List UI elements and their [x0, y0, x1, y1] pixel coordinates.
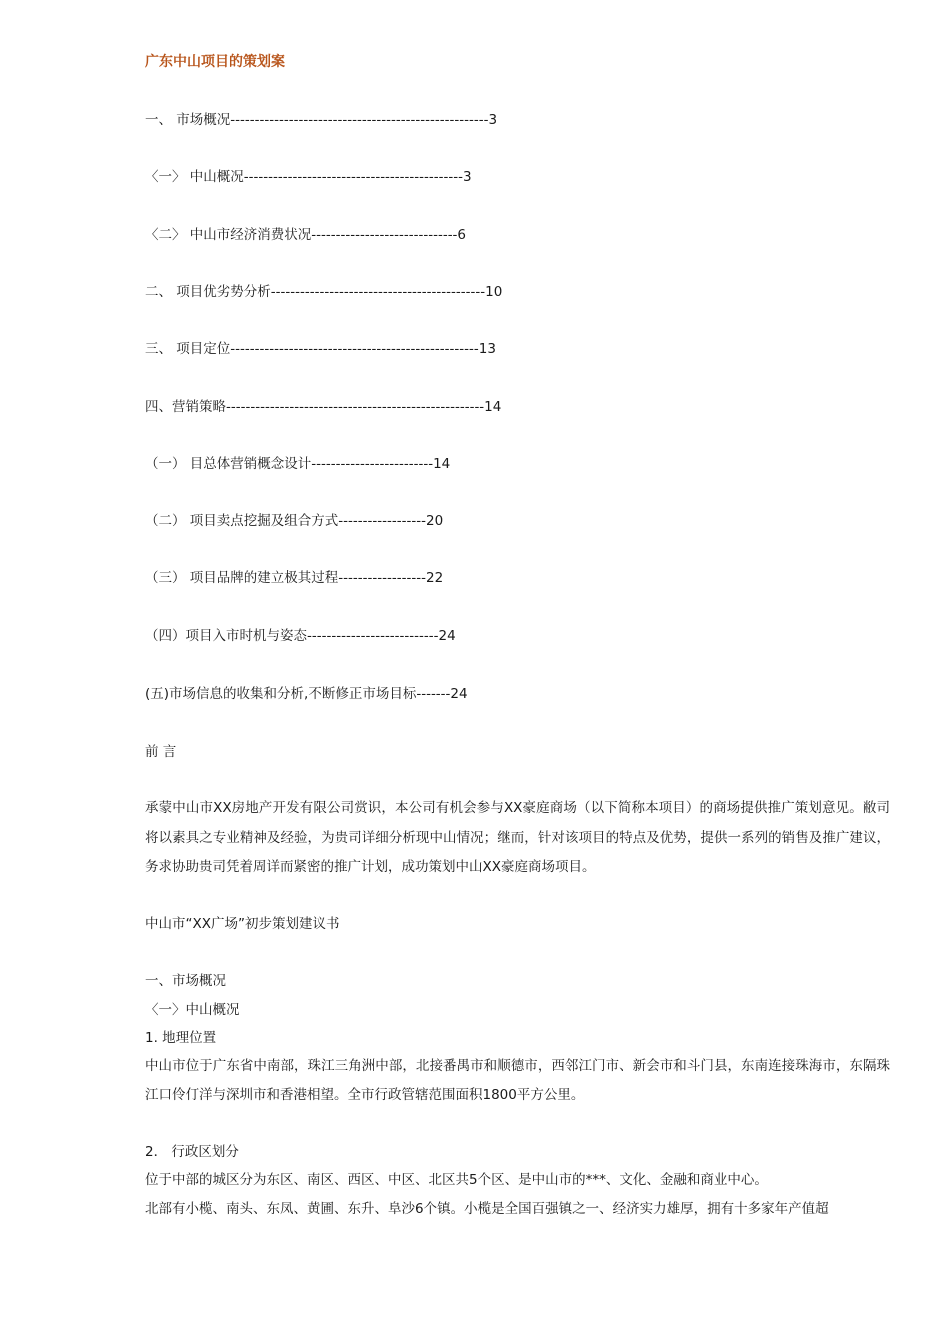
toc-entry: 一、 市场概况-----------------------------------------------------3: [145, 112, 498, 128]
preface-paragraph: 承蒙中山市XX房地产开发有限公司赏识，本公司有机会参与XX豪庭商场（以下简称本项目）的商场提供推广策划意见。敝司将以素具之专业精神及经验，为贵司详细分析现中山情况；继而，针对该项目的特点及优势，提供一系列的销售及推广建议，务求协助贵司凭着周详而紧密的推广计划，成功策划中山XX豪庭商场项目。: [145, 800, 890, 875]
toc-entry: （四）项目入市时机与姿态---------------------------24: [145, 628, 456, 644]
toc-entry: （一） 目总体营销概念设计-------------------------14: [145, 456, 451, 472]
item-heading: 2． 行政区划分: [145, 1144, 239, 1160]
toc-entry: 三、 项目定位---------------------------------------------------13: [145, 341, 496, 357]
districts-line: 位于中部的城区分为东区、南区、西区、中区、北区共5个区、是中山市的***、文化、金融和商业中心。: [145, 1172, 768, 1188]
towns-line: 北部有小榄、南头、东凤、黄圃、东升、阜沙6个镇。小榄是全国百强镇之一、经济实力雄厚，拥有十多家年产值超: [145, 1201, 829, 1217]
geography-paragraph: 中山市位于广东省中南部，珠江三角洲中部，北接番禺市和顺德市，西邻江门市、新会市和斗门县，东南连接珠海市，东隔珠江口伶仃洋与深圳市和香港相望。全市行政管辖范围面积1800平方公里。: [145, 1058, 890, 1103]
toc-entry: 二、 项目优劣势分析--------------------------------------------10: [145, 284, 503, 300]
toc-entry: 〈一〉 中山概况---------------------------------------------3: [145, 169, 472, 185]
toc-entry: 〈二〉 中山市经济消费状况------------------------------6: [145, 227, 467, 243]
toc-entry: (五)市场信息的收集和分析,不断修正市场目标-------24: [145, 686, 468, 702]
document-title: 广东中山项目的策划案: [145, 54, 285, 70]
toc-entry: （二） 项目卖点挖掘及组合方式------------------20: [145, 513, 444, 529]
item-heading: 1. 地理位置: [145, 1030, 217, 1046]
proposal-title: 中山市“XX广场”初步策划建议书: [145, 916, 340, 932]
toc-entry: （三） 项目品牌的建立极其过程------------------22: [145, 570, 444, 586]
toc-entry: 四、营销策略-----------------------------------------------------14: [145, 399, 502, 415]
subsection-heading: 〈一〉中山概况: [145, 1002, 240, 1018]
section-heading: 一、市场概况: [145, 973, 226, 989]
preface-heading: 前 言: [145, 744, 177, 760]
